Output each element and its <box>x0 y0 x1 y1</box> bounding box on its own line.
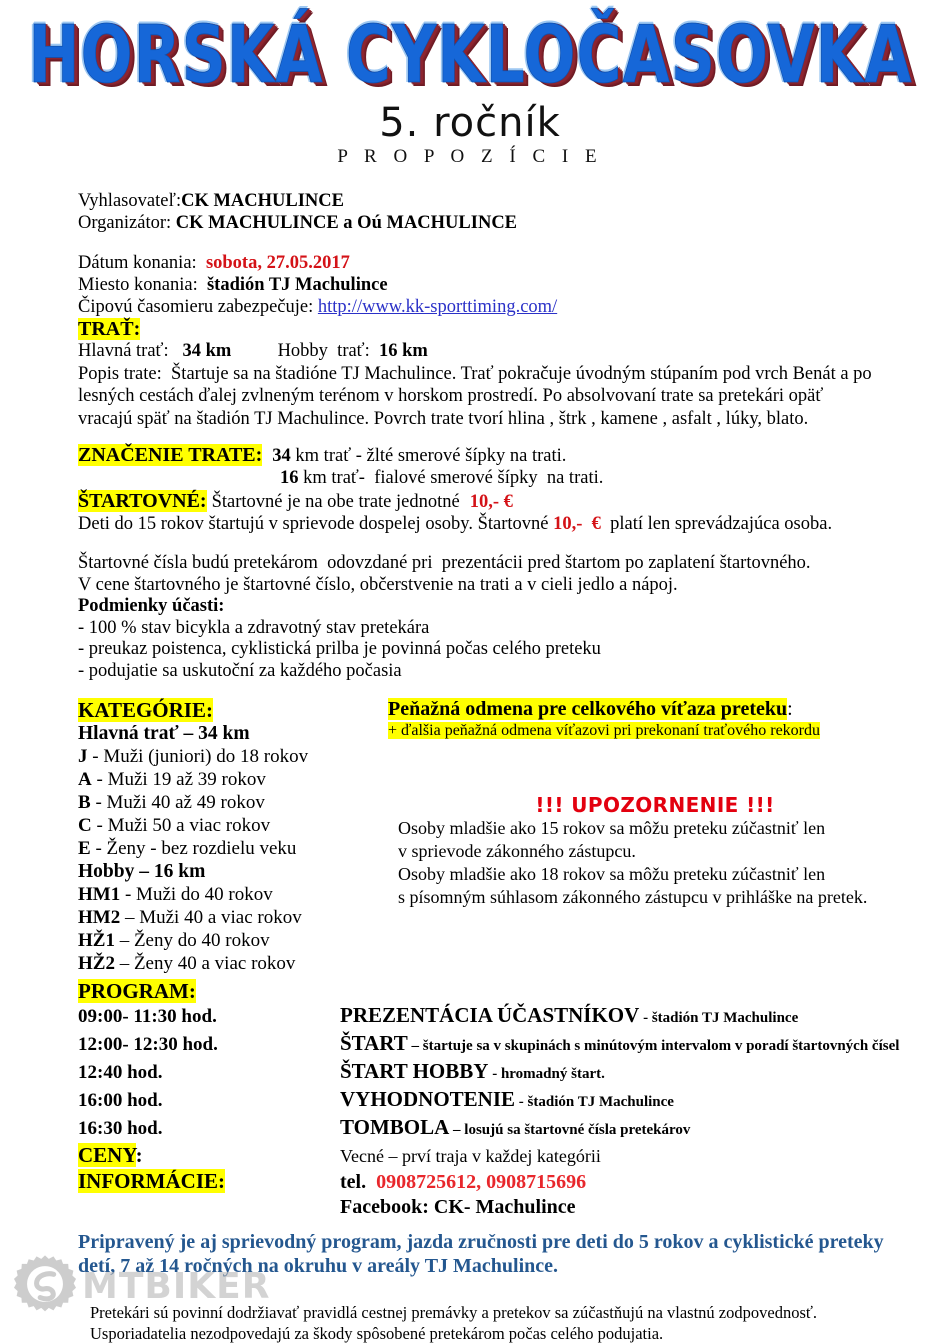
timing-link[interactable]: http://www.kk-sporttiming.com/ <box>317 297 558 317</box>
prize-heading-row <box>388 698 922 721</box>
poster-header <box>0 0 940 168</box>
category-sep: - <box>91 769 108 790</box>
category-item <box>78 837 378 860</box>
category-desc: Ženy - bez rozdielu veku <box>106 838 297 859</box>
warning-title: !!! UPOZORNENIE !!! <box>535 793 775 817</box>
timing-label: Čipovú časomieru zabezpečuje: <box>78 297 314 317</box>
fee-text: Štartovné je na obe trate jednotné <box>211 491 460 512</box>
program-description: štadión TJ Machulince <box>527 1094 674 1110</box>
program-heading-row <box>78 979 922 1003</box>
date-value: sobota, 27.05.2017 <box>205 253 350 273</box>
fee-amount: 10,- € <box>469 491 513 512</box>
program-event: PREZENTÁCIA ÚČASTNÍKOV <box>340 1003 640 1027</box>
program-event: ŠTART <box>340 1031 408 1055</box>
marking-section <box>78 444 922 490</box>
category-code: HM1 <box>78 884 121 905</box>
category-sep: – <box>120 907 140 928</box>
fee-children-pre: Deti do 15 rokov štartujú v sprievode dospelej osoby. Štartovné <box>78 513 554 534</box>
track-hobby-label: Hobby trať: <box>277 341 370 361</box>
program-time: 12:40 hod. <box>78 1062 163 1083</box>
program-row <box>78 1115 922 1143</box>
place-label: Miesto konania: <box>78 275 198 295</box>
program-row <box>78 1003 922 1031</box>
program-dash: – <box>407 1038 423 1054</box>
edition-subtitle: 5. ročník <box>379 100 561 146</box>
category-desc: Muži 50 a viac rokov <box>107 815 271 836</box>
program-entry <box>340 1059 605 1087</box>
category-sep: - <box>91 815 108 836</box>
info-label: INFORMÁCIE: <box>78 1169 225 1193</box>
note-line-1: Štartovné čísla budú pretekárom odovzdané pri prezentácii pred štartom po zaplatení štartovného. <box>78 553 811 573</box>
program-description: štadión TJ Machulince <box>651 1010 799 1026</box>
category-desc: Muži 40 a viac rokov <box>139 907 302 928</box>
program-entry <box>340 1087 674 1115</box>
prize-heading: Peňažná odmena pre celkového víťaza preteku <box>388 698 788 720</box>
disclaimer-line-1: Pretekári sú povinní dodržiavať pravidlá cestnej premávky a pretekov sa zúčastňujú na vlastnú zodpovednosť. <box>90 1303 818 1322</box>
organizer-row <box>78 212 922 234</box>
category-code: A <box>78 769 92 790</box>
program-time: 12:00- 12:30 hod. <box>78 1034 218 1055</box>
category-code: J <box>78 746 88 767</box>
track-main-value: 34 km <box>182 341 232 361</box>
program-heading: PROGRAM: <box>78 979 196 1003</box>
watermark-text: MTBIKER <box>82 1266 271 1307</box>
telephone-label: tel. <box>340 1171 367 1193</box>
track-desc-line2-row: lesných cestách ďalej zvlneným terénom v horskom prostredí. Po absolvovaní trate sa pretekári opäť <box>78 386 824 406</box>
prize-and-warning-section <box>378 698 922 909</box>
marking-line1-km: 34 <box>272 446 291 466</box>
category-sep: - <box>90 792 107 813</box>
category-code: E <box>78 838 91 859</box>
category-item <box>78 906 378 929</box>
program-row <box>78 1031 922 1059</box>
program-entry <box>340 1031 899 1059</box>
track-hobby-value: 16 km <box>378 341 428 361</box>
track-section <box>78 318 922 430</box>
organizer-block <box>78 190 922 234</box>
categories-and-prize-region <box>78 698 922 975</box>
program-row <box>78 1059 922 1087</box>
category-item <box>78 768 378 791</box>
program-entry <box>340 1003 798 1031</box>
category-item <box>78 929 378 952</box>
condition-item-2: - preukaz poistenca, cyklistická prilba je povinná počas celého preteku <box>78 639 601 659</box>
fee-children-row <box>78 514 922 536</box>
program-event: VYHODNOTENIE <box>340 1087 516 1111</box>
prizes-colon: : <box>135 1143 143 1167</box>
program-time: 16:30 hod. <box>78 1118 163 1139</box>
announcer-label: Vyhlasovateľ: <box>78 191 182 211</box>
telephone-numbers: 0908725612, 0908715696 <box>376 1171 587 1193</box>
marking-heading: ZNAČENIE TRATE: <box>78 444 263 466</box>
category-desc: Muži 19 až 39 rokov <box>107 769 266 790</box>
notes-section <box>78 553 922 682</box>
category-item <box>78 952 378 975</box>
program-row <box>78 1087 922 1115</box>
disclaimer-section <box>78 1302 922 1344</box>
program-dash: – <box>449 1122 465 1138</box>
organizer-value: CK MACHULINCE a Oú MACHULINCE <box>175 213 518 233</box>
track-desc-line3-row: vracajú späť na štadión TJ Machulince. Povrch trate tvorí hlina , štrk , kamene , asfalt , lúky, blato. <box>78 408 809 429</box>
marking-line1-text: km trať - žlté smerové šípky na trati. <box>290 446 567 466</box>
event-details-block <box>78 252 922 318</box>
categories-main-group: Hlavná trať – 34 km <box>78 723 250 744</box>
category-desc: Muži 40 až 49 rokov <box>106 792 265 813</box>
category-code: HM2 <box>78 907 121 928</box>
closing-note-line-1: Pripravený je aj sprievodný program, jazda zručnosti pre deti do 5 rokov a cyklistické preteky <box>78 1231 884 1253</box>
info-row <box>78 1169 922 1195</box>
condition-item-3: - podujatie sa uskutoční za každého počasia <box>78 660 402 681</box>
program-dash: - <box>515 1094 528 1110</box>
facebook-row <box>78 1195 922 1220</box>
track-heading: TRAŤ: <box>78 318 141 340</box>
disclaimer-line-2: Usporiadatelia nezodpovedajú za škody spôsobené pretekárom počas celého podujatia. <box>90 1324 664 1343</box>
category-code: HŽ1 <box>78 930 115 951</box>
info-label-cell <box>78 1169 340 1194</box>
category-sep: - <box>87 746 104 767</box>
track-heading-row <box>78 318 922 341</box>
category-sep: – <box>114 930 134 951</box>
warning-line-2: v sprievode zákonného zástupcu. <box>398 841 636 861</box>
warning-line-1: Osoby mladšie ako 15 rokov sa môžu preteku zúčastniť len <box>398 818 826 838</box>
categories-section <box>78 698 378 975</box>
categories-hobby-group: Hobby – 16 km <box>78 861 206 882</box>
page-title: HORSKÁ CYKLOČASOVKA <box>27 9 913 102</box>
track-description-row <box>78 363 922 386</box>
fee-section <box>78 490 922 536</box>
fee-heading-row <box>78 490 922 514</box>
program-dash: - <box>488 1066 501 1082</box>
fee-children-post: platí len sprevádzajúca osoba. <box>600 513 833 534</box>
marking-line2-text: km trať- fialové smerové šípky na trati. <box>298 468 604 488</box>
facebook-value: Facebook: CK- Machulince <box>340 1196 576 1218</box>
telephone-entry <box>340 1170 586 1195</box>
organizer-label: Organizátor: <box>78 213 172 233</box>
category-item <box>78 791 378 814</box>
date-row <box>78 252 922 274</box>
announcer-value: CK MACHULINCE <box>181 191 344 211</box>
track-desc-label: Popis trate: <box>78 363 162 384</box>
category-desc: Ženy 40 a viac rokov <box>133 953 296 974</box>
category-code: C <box>78 815 92 836</box>
track-main-label: Hlavná trať: <box>78 341 169 361</box>
category-sep: - <box>90 838 107 859</box>
category-sep: - <box>120 884 137 905</box>
program-description: losujú sa štartovné čísla pretekárov <box>464 1122 691 1138</box>
category-item <box>78 883 378 906</box>
category-desc: Ženy do 40 rokov <box>133 930 270 951</box>
program-time: 09:00- 11:30 hod. <box>78 1006 217 1027</box>
program-time: 16:00 hod. <box>78 1090 163 1111</box>
categories-heading: KATEGÓRIE: <box>78 698 213 722</box>
track-lengths-row <box>78 341 922 363</box>
category-code: HŽ2 <box>78 953 115 974</box>
conditions-heading: Podmienky účasti: <box>78 596 225 616</box>
program-description: hromadný štart. <box>500 1066 605 1082</box>
category-desc: Muži do 40 rokov <box>136 884 273 905</box>
category-desc: Muži (juniori) do 18 rokov <box>103 746 309 767</box>
place-row <box>78 274 922 296</box>
program-event: ŠTART HOBBY <box>340 1059 489 1083</box>
announcer-row <box>78 190 922 212</box>
note-line-2: V cene štartovného je štartovné číslo, občerstvenie na trati a v cieli jedlo a nápoj. <box>78 574 678 595</box>
warning-line-3: Osoby mladšie ako 18 rokov sa môžu preteku zúčastniť len <box>398 864 826 884</box>
fee-heading: ŠTARTOVNÉ: <box>78 489 207 512</box>
marking-heading-row <box>78 444 922 468</box>
document-type-label: P R O P O Z Í C I E <box>337 146 603 167</box>
category-code: B <box>78 792 91 813</box>
marking-line2-km: 16 <box>280 468 299 488</box>
category-sep: – <box>114 953 134 974</box>
fee-children-amount: 10,- € <box>553 513 601 534</box>
track-desc-line1: Štartuje sa na štadióne TJ Machulince. Trať pokračuje úvodným stúpaním pod vrch Benát a po <box>171 363 872 384</box>
prizes-label: CENY <box>78 1143 136 1167</box>
prize-sub-row <box>388 721 922 741</box>
closing-note-line-2: detí, 7 až 14 ročných na okruhu v areály TJ Machulince. <box>78 1255 559 1277</box>
program-entry <box>340 1115 690 1143</box>
category-item <box>78 745 378 768</box>
place-value: štadión TJ Machulince <box>206 275 388 295</box>
program-section <box>78 979 922 1220</box>
poster-body <box>0 190 940 1344</box>
closing-note-section <box>78 1230 922 1278</box>
categories-heading-row <box>78 698 378 722</box>
prize-subtext: + ďalšia peňažná odmena víťazovi pri prekonaní traťového rekordu <box>388 722 820 739</box>
date-label: Dátum konania: <box>78 253 197 273</box>
program-dash: - <box>639 1010 652 1026</box>
warning-line-4: s písomným súhlasom zákonného zástupcu v prihláške na pretek. <box>398 887 868 907</box>
prizes-label-cell <box>78 1143 340 1168</box>
condition-item-1: - 100 % stav bicykla a zdravotný stav pretekára <box>78 617 430 638</box>
prizes-value: Vecné – prví traja v každej kategórii <box>340 1146 601 1166</box>
marking-line2-row <box>78 468 922 490</box>
program-description: štartuje sa v skupinách s minútovým intervalom v poradí štartovných čísel <box>422 1038 900 1054</box>
program-event: TOMBOLA <box>340 1115 450 1139</box>
prize-heading-colon: : <box>787 698 793 720</box>
timing-row <box>78 296 922 318</box>
category-item <box>78 814 378 837</box>
prizes-row <box>78 1143 922 1169</box>
